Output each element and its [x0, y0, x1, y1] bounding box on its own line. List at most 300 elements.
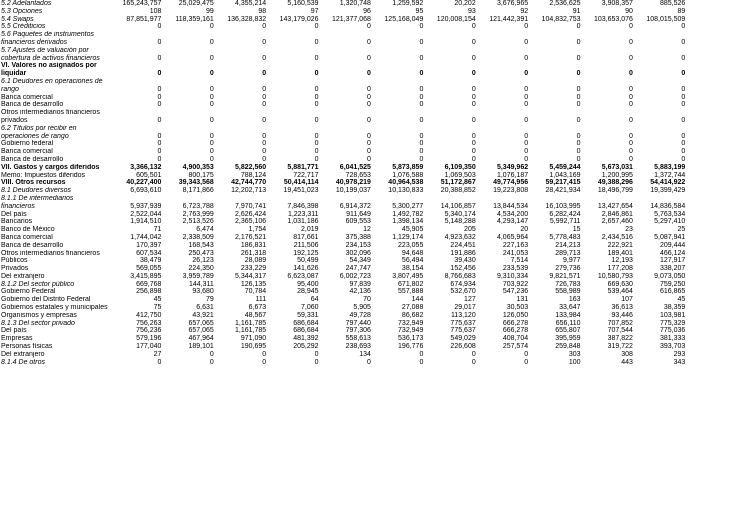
table-cell: 536,173 — [398, 335, 424, 343]
table-cell: 39,343,568 — [178, 179, 214, 187]
table-cell: 20 — [520, 226, 529, 234]
table-cell: 6,914,372 — [339, 202, 371, 210]
table-row — [0, 257, 735, 265]
table-cell: 338,207 — [659, 265, 686, 273]
table-cell: 395,959 — [555, 335, 581, 343]
table-cell: 0 — [576, 132, 581, 140]
table-row — [0, 327, 735, 335]
table-cell: 6,631 — [196, 304, 214, 312]
table-cell: 2,176,521 — [235, 233, 267, 241]
row-label: 8.1 Deudores diversos — [1, 187, 72, 195]
row-label: Gobierno Federal — [1, 288, 56, 296]
table-cell: 70,784 — [244, 288, 267, 296]
table-cell: 93,446 — [611, 311, 633, 319]
table-cell: 0 — [367, 140, 371, 148]
row-label: 5.2 Adelantados — [1, 0, 52, 7]
table-cell: 0 — [367, 85, 371, 93]
table-cell: 0 — [314, 93, 319, 101]
row-label: Memo: Impuestos diferidos — [1, 171, 86, 179]
table-cell: 13,427,654 — [597, 202, 633, 210]
table-row — [0, 312, 735, 320]
table-cell: 1,200,995 — [601, 171, 633, 179]
table-row — [0, 218, 735, 226]
table-row — [0, 47, 735, 63]
table-cell: 0 — [629, 54, 633, 62]
table-cell: 0 — [314, 350, 319, 358]
table-cell: 86,682 — [401, 311, 424, 319]
table-cell: 38,479 — [139, 257, 162, 265]
table-cell: 467,964 — [188, 335, 214, 343]
table-cell: 15 — [572, 226, 581, 234]
table-cell: 0 — [314, 23, 319, 31]
table-cell: 0 — [524, 93, 529, 101]
table-cell: 59,217,415 — [545, 179, 581, 187]
table-cell: 6,623,087 — [287, 272, 319, 280]
row-label: VIII. Otros recursos — [1, 179, 66, 187]
table-cell: 375,388 — [345, 233, 371, 241]
table-cell: 126,135 — [240, 280, 267, 288]
table-cell: 79 — [205, 296, 214, 304]
table-cell: 0 — [471, 358, 476, 366]
table-cell: 0 — [209, 132, 214, 140]
table-cell: 16,103,995 — [545, 202, 581, 210]
table-cell: 45 — [677, 296, 686, 304]
table-cell: 13,844,534 — [493, 202, 529, 210]
row-label: 8.1.3 Del sector privado — [1, 319, 75, 327]
table-cell: 8,766,683 — [444, 272, 476, 280]
table-cell: 233,539 — [502, 265, 529, 273]
row-label: Otros intermediarios financieros — [1, 249, 100, 257]
table-cell: 0 — [209, 85, 214, 93]
table-cell: 0 — [314, 101, 319, 109]
table-cell: 205,292 — [293, 343, 319, 351]
table-row — [0, 187, 735, 195]
table-cell: 0 — [157, 132, 162, 140]
table-cell: 0 — [471, 155, 476, 163]
table-cell: 247,747 — [345, 265, 371, 273]
table-cell: 125,168,049 — [384, 15, 424, 23]
table-cell: 5,459,244 — [549, 163, 581, 171]
table-cell: 0 — [471, 23, 476, 31]
table-cell: 5,883,199 — [654, 163, 686, 171]
table-cell: 558,989 — [555, 288, 581, 296]
table-cell: 0 — [681, 85, 686, 93]
table-cell: 911,649 — [346, 210, 371, 218]
table-cell: 0 — [209, 54, 214, 62]
table-cell: 0 — [367, 38, 371, 46]
table-cell: 732,949 — [398, 327, 424, 335]
table-cell: 0 — [576, 70, 581, 78]
table-cell: 669,630 — [607, 280, 633, 288]
table-cell: 108 — [149, 7, 162, 15]
table-cell: 97,839 — [349, 280, 371, 288]
table-cell: 775,637 — [450, 319, 476, 327]
table-cell: 6,282,424 — [549, 210, 581, 218]
table-cell: 108,015,509 — [646, 15, 686, 23]
table-row — [0, 8, 735, 16]
table-cell: 5,148,288 — [444, 218, 476, 226]
table-cell: 40,227,400 — [126, 179, 162, 187]
table-row — [0, 234, 735, 242]
table-cell: 20,388,852 — [440, 187, 476, 195]
table-cell: 29,017 — [454, 304, 476, 312]
table-cell: 381,333 — [659, 335, 686, 343]
row-label: Empresas — [1, 335, 33, 343]
table-cell: 0 — [681, 23, 686, 31]
row-label: Banca de desarrollo — [1, 101, 64, 109]
table-cell: 144,311 — [188, 280, 214, 288]
table-cell: 707,852 — [607, 319, 633, 327]
table-cell: 223,055 — [398, 241, 424, 249]
table-cell: 2,019 — [301, 226, 319, 234]
table-cell: 90 — [625, 7, 633, 15]
row-label: VII. Gastos y cargos diferidos — [1, 163, 100, 171]
row-label: Gobierno federal — [1, 140, 54, 148]
table-cell: 289,713 — [555, 249, 581, 257]
table-cell: 96 — [363, 7, 371, 15]
table-cell: 43,921 — [192, 311, 214, 319]
table-cell: 0 — [367, 155, 371, 163]
table-row — [0, 179, 735, 187]
row-label: 6.2 Títulos por recibir en operaciones de rango — [1, 124, 77, 140]
table-row — [0, 273, 735, 281]
table-row — [0, 125, 735, 141]
table-cell: 177,208 — [607, 265, 633, 273]
table-cell: 20,202 — [454, 0, 476, 7]
table-cell: 703,922 — [502, 280, 529, 288]
row-label: Organismos y empresas — [1, 311, 77, 319]
table-cell: 5,822,560 — [235, 163, 267, 171]
table-cell: 0 — [262, 93, 267, 101]
table-cell: 0 — [471, 38, 476, 46]
table-cell: 3,959,789 — [182, 272, 214, 280]
table-cell: 0 — [629, 155, 633, 163]
table-cell: 92 — [520, 7, 529, 15]
table-cell: 0 — [314, 140, 319, 148]
table-cell: 343 — [673, 358, 686, 366]
table-cell: 0 — [471, 350, 476, 358]
table-cell: 40,978,219 — [335, 179, 371, 187]
table-cell: 26,123 — [192, 257, 214, 265]
table-cell: 0 — [367, 116, 371, 124]
table-row — [0, 304, 735, 312]
table-cell: 0 — [314, 358, 319, 366]
table-cell: 775,036 — [659, 327, 686, 335]
table-cell: 0 — [576, 140, 581, 148]
table-cell: 27 — [153, 350, 162, 358]
table-cell: 5,087,941 — [654, 233, 686, 241]
table-cell: 3,807,495 — [392, 272, 424, 280]
table-cell: 2,657,460 — [601, 218, 633, 226]
table-cell: 14,106,857 — [440, 202, 476, 210]
table-cell: 0 — [262, 358, 267, 366]
table-row — [0, 320, 735, 328]
table-cell: 5,881,771 — [287, 163, 319, 171]
table-cell: 0 — [524, 70, 529, 78]
table-cell: 214,213 — [555, 241, 581, 249]
table-cell: 97 — [310, 7, 319, 15]
table-cell: 5,778,483 — [549, 233, 581, 241]
table-cell: 10,199,037 — [335, 187, 371, 195]
table-cell: 0 — [524, 85, 529, 93]
table-cell: 0 — [262, 38, 267, 46]
table-row — [0, 296, 735, 304]
table-cell: 170,397 — [136, 241, 162, 249]
table-cell: 885,526 — [659, 0, 686, 7]
table-cell: 18,496,799 — [597, 187, 633, 195]
table-cell: 0 — [419, 140, 424, 148]
row-label: 8.1.2 Del sector público — [1, 280, 75, 288]
table-cell: 674,934 — [450, 280, 476, 288]
table-cell: 0 — [629, 148, 633, 156]
table-cell: 0 — [367, 132, 371, 140]
table-cell: 196,776 — [398, 343, 424, 351]
table-row — [0, 288, 735, 296]
table-cell: 2,522,044 — [130, 210, 162, 218]
table-cell: 0 — [157, 116, 162, 124]
table-cell: 0 — [681, 93, 686, 101]
table-row — [0, 242, 735, 250]
table-cell: 0 — [419, 148, 424, 156]
table-cell: 28,945 — [297, 288, 319, 296]
table-cell: 0 — [576, 148, 581, 156]
table-cell: 10,130,833 — [388, 187, 424, 195]
table-cell: 1,161,785 — [235, 327, 267, 335]
table-cell: 2,513,526 — [182, 218, 214, 226]
table-cell: 0 — [629, 116, 633, 124]
table-cell: 0 — [471, 85, 476, 93]
table-cell: 5,297,410 — [654, 218, 686, 226]
table-cell: 0 — [524, 54, 529, 62]
table-cell: 5,340,174 — [444, 210, 476, 218]
table-cell: 93 — [467, 7, 476, 15]
table-row — [0, 31, 735, 47]
table-cell: 756,236 — [136, 327, 162, 335]
table-cell: 0 — [419, 350, 424, 358]
table-cell: 0 — [262, 350, 267, 358]
table-cell: 0 — [681, 148, 686, 156]
table-cell: 387,822 — [607, 335, 633, 343]
table-cell: 14,836,584 — [650, 202, 686, 210]
row-label: Del extranjero — [1, 272, 45, 280]
table-cell: 0 — [262, 132, 267, 140]
table-cell: 0 — [629, 132, 633, 140]
table-cell: 1,914,510 — [130, 218, 162, 226]
table-cell: 0 — [367, 70, 371, 78]
table-cell: 12,202,713 — [231, 187, 267, 195]
table-cell: 279,736 — [555, 265, 581, 273]
table-cell: 5,349,962 — [496, 163, 529, 171]
table-cell: 0 — [262, 116, 267, 124]
table-cell: 0 — [681, 38, 686, 46]
table-row — [0, 343, 735, 351]
table-cell: 0 — [419, 116, 424, 124]
table-cell: 0 — [209, 155, 214, 163]
table-cell: 91 — [572, 7, 581, 15]
table-cell: 51,172,867 — [440, 179, 476, 187]
table-cell: 0 — [471, 70, 476, 78]
table-cell: 0 — [524, 140, 529, 148]
row-label: Banco de México — [1, 226, 55, 234]
table-cell: 557,888 — [398, 288, 424, 296]
table-cell: 5,160,539 — [287, 0, 319, 7]
table-cell: 2,846,861 — [601, 210, 633, 218]
table-cell: 5,763,534 — [654, 210, 686, 218]
row-label: Gobiernos estatales y municipales — [1, 304, 108, 312]
table-cell: 6,109,350 — [444, 163, 476, 171]
table-cell: 6,723,788 — [182, 202, 214, 210]
table-cell: 49,728 — [349, 311, 371, 319]
table-row — [0, 156, 735, 164]
table-row — [0, 23, 735, 31]
table-cell: 54,349 — [349, 257, 371, 265]
table-cell: 144 — [411, 296, 424, 304]
table-cell: 143,179,026 — [279, 15, 319, 23]
table-cell: 1,069,503 — [444, 171, 476, 179]
table-cell: 0 — [314, 148, 319, 156]
table-cell: 722,717 — [293, 171, 319, 179]
table-cell: 7,970,741 — [235, 202, 267, 210]
table-cell: 50,414,114 — [283, 179, 319, 187]
table-cell: 64 — [310, 296, 319, 304]
table-cell: 25 — [677, 226, 686, 234]
table-cell: 222,921 — [607, 241, 633, 249]
table-row — [0, 359, 735, 367]
table-cell: 177,040 — [136, 343, 162, 351]
table-cell: 308 — [621, 350, 633, 358]
table-cell: 443 — [621, 358, 633, 366]
table-row — [0, 62, 735, 78]
table-cell: 192,125 — [293, 249, 319, 257]
table-cell: 0 — [471, 101, 476, 109]
table-cell: 190,695 — [240, 343, 267, 351]
table-cell: 0 — [681, 101, 686, 109]
table-cell: 54,414,922 — [650, 179, 686, 187]
table-cell: 127 — [464, 296, 476, 304]
table-cell: 6,041,525 — [339, 163, 371, 171]
table-cell: 28,421,934 — [545, 187, 581, 195]
table-cell: 0 — [576, 101, 581, 109]
table-cell: 126,050 — [502, 311, 529, 319]
table-cell: 71 — [153, 226, 162, 234]
table-cell: 0 — [681, 54, 686, 62]
table-cell: 107 — [621, 296, 633, 304]
table-cell: 0 — [157, 54, 162, 62]
table-cell: 0 — [471, 132, 476, 140]
table-cell: 25,029,475 — [178, 0, 214, 7]
table-cell: 257,574 — [502, 343, 529, 351]
table-cell: 1,259,592 — [392, 0, 424, 7]
table-cell: 393,703 — [659, 343, 686, 351]
table-cell: 152,456 — [450, 265, 476, 273]
table-cell: 0 — [576, 38, 581, 46]
table-row — [0, 351, 735, 359]
row-label: Del extranjero — [1, 350, 45, 358]
row-label: Personas físicas — [1, 343, 53, 351]
table-cell: 4,293,147 — [496, 218, 529, 226]
table-cell: 111 — [255, 296, 267, 304]
row-label: 5.3 Opciones — [1, 7, 43, 15]
table-cell: 0 — [209, 140, 214, 148]
table-cell: 0 — [367, 54, 371, 62]
table-cell: 0 — [681, 155, 686, 163]
table-cell: 36,613 — [611, 304, 633, 312]
table-cell: 4,355,214 — [235, 0, 267, 7]
table-cell: 558,613 — [345, 335, 371, 343]
table-cell: 56,494 — [401, 257, 424, 265]
table-cell: 0 — [209, 358, 214, 366]
table-cell: 0 — [629, 140, 633, 148]
table-cell: 0 — [157, 38, 162, 46]
table-cell: 9,073,050 — [654, 272, 686, 280]
table-cell: 0 — [419, 93, 424, 101]
table-cell: 250,473 — [188, 249, 214, 257]
table-cell: 0 — [262, 70, 267, 78]
table-cell: 655,807 — [555, 327, 581, 335]
table-cell: 4,534,200 — [496, 210, 529, 218]
table-cell: 0 — [157, 155, 162, 163]
table-cell: 9,821,571 — [549, 272, 581, 280]
table-cell: 797,440 — [345, 319, 371, 327]
table-cell: 0 — [367, 23, 371, 31]
table-cell: 3,676,965 — [496, 0, 529, 7]
table-cell: 686,684 — [293, 319, 319, 327]
table-cell: 666,278 — [502, 319, 529, 327]
table-cell: 226,608 — [450, 343, 476, 351]
table-cell: 6,474 — [196, 226, 214, 234]
table-cell: 800,175 — [188, 171, 214, 179]
table-cell: 7,060 — [301, 304, 319, 312]
table-row — [0, 164, 735, 172]
table-cell: 4,065,964 — [496, 233, 529, 241]
table-cell: 45,905 — [401, 226, 424, 234]
table-cell: 261,318 — [240, 249, 267, 257]
table-row — [0, 226, 735, 234]
table-cell: 303 — [568, 350, 581, 358]
table-cell: 38,154 — [401, 265, 424, 273]
table-cell: 0 — [209, 23, 214, 31]
table-cell: 3,908,357 — [601, 0, 633, 7]
table-cell: 89 — [677, 7, 686, 15]
table-cell: 0 — [471, 54, 476, 62]
table-cell: 788,124 — [240, 171, 267, 179]
table-cell: 707,544 — [607, 327, 633, 335]
table-row — [0, 101, 735, 109]
table-cell: 0 — [524, 38, 529, 46]
table-cell: 95 — [415, 7, 424, 15]
table-cell: 49,774,956 — [493, 179, 529, 187]
table-cell: 48,567 — [244, 311, 267, 319]
table-cell: 0 — [314, 38, 319, 46]
table-cell: 0 — [314, 54, 319, 62]
table-cell: 0 — [262, 85, 267, 93]
table-cell: 28,089 — [244, 257, 267, 265]
table-cell: 0 — [157, 93, 162, 101]
table-cell: 0 — [629, 23, 633, 31]
table-cell: 549,029 — [450, 335, 476, 343]
table-cell: 0 — [419, 70, 424, 78]
table-cell: 0 — [471, 140, 476, 148]
table-row — [0, 0, 735, 8]
table-cell: 75 — [153, 304, 162, 312]
table-cell: 227,163 — [502, 241, 529, 249]
table-cell: 0 — [262, 148, 267, 156]
table-cell: 93,680 — [192, 288, 214, 296]
table-cell: 0 — [419, 132, 424, 140]
table-cell: 131 — [516, 296, 529, 304]
table-cell: 0 — [367, 148, 371, 156]
table-cell: 163 — [568, 296, 581, 304]
